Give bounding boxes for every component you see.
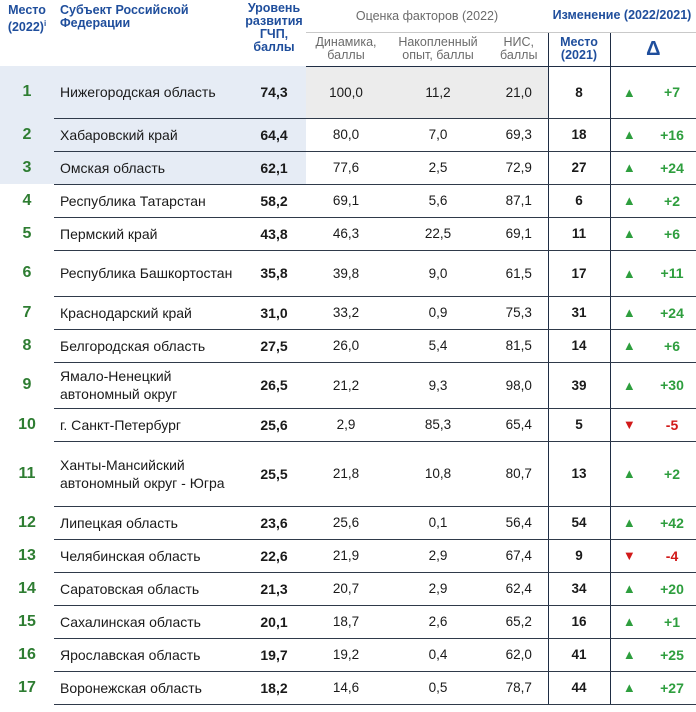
dynamics-header: Динамика, баллы bbox=[306, 32, 386, 66]
dynamics-cell: 33,2 bbox=[306, 296, 386, 329]
experience-cell: 5,6 bbox=[386, 184, 490, 217]
delta-cell: +6 bbox=[648, 217, 696, 250]
delta-cell: +16 bbox=[648, 118, 696, 151]
nis-cell: 62,0 bbox=[490, 638, 548, 671]
change-group-header: Изменение (2022/2021) bbox=[548, 0, 696, 32]
nis-cell: 65,4 bbox=[490, 408, 548, 441]
table-row bbox=[0, 638, 696, 671]
prev-rank-cell: 6 bbox=[548, 184, 610, 217]
prev-rank-cell: 16 bbox=[548, 605, 610, 638]
experience-cell: 9,0 bbox=[386, 250, 490, 296]
nis-cell: 65,2 bbox=[490, 605, 548, 638]
subject-cell: Республика Татарстан bbox=[54, 184, 242, 217]
rank-cell: 4 bbox=[22, 191, 32, 209]
dynamics-cell: 46,3 bbox=[306, 217, 386, 250]
table-row bbox=[0, 671, 696, 704]
delta-cell: +30 bbox=[648, 362, 696, 408]
experience-cell: 0,1 bbox=[386, 506, 490, 539]
table-row bbox=[0, 184, 696, 217]
dynamics-cell: 19,2 bbox=[306, 638, 386, 671]
experience-cell: 5,4 bbox=[386, 329, 490, 362]
nis-cell: 80,7 bbox=[490, 441, 548, 506]
prev-rank-cell: 18 bbox=[548, 118, 610, 151]
experience-cell: 2,5 bbox=[386, 151, 490, 184]
subject-cell: Хабаровский край bbox=[54, 118, 242, 151]
subject-header: Субъект Российской Федерации bbox=[60, 3, 189, 30]
up-arrow-icon: ▲ bbox=[610, 217, 648, 250]
up-arrow-icon: ▲ bbox=[610, 506, 648, 539]
experience-cell: 10,8 bbox=[386, 441, 490, 506]
nis-cell: 67,4 bbox=[490, 539, 548, 572]
nis-cell: 69,1 bbox=[490, 217, 548, 250]
subject-cell: г. Санкт-Петербург bbox=[54, 408, 242, 441]
prev-rank-cell: 39 bbox=[548, 362, 610, 408]
table-row bbox=[0, 572, 696, 605]
dynamics-cell: 20,7 bbox=[306, 572, 386, 605]
nis-cell: 87,1 bbox=[490, 184, 548, 217]
experience-cell: 9,3 bbox=[386, 362, 490, 408]
dynamics-cell: 21,2 bbox=[306, 362, 386, 408]
table-row bbox=[0, 329, 696, 362]
experience-cell: 2,9 bbox=[386, 539, 490, 572]
rank-cell: 7 bbox=[22, 303, 32, 321]
table-row bbox=[0, 408, 696, 441]
rank-cell: 6 bbox=[22, 264, 32, 281]
up-arrow-icon: ▲ bbox=[610, 118, 648, 151]
prev-rank-cell: 54 bbox=[548, 506, 610, 539]
rank-header-text: Место (2022) bbox=[7, 3, 46, 35]
subject-cell: Челябинская область bbox=[54, 539, 242, 572]
down-arrow-icon: ▼ bbox=[610, 408, 648, 441]
rank-cell: 5 bbox=[22, 224, 32, 242]
subject-cell: Ханты-Мансийский автономный округ - Югра bbox=[54, 441, 242, 506]
factors-group-header: Оценка факторов (2022) bbox=[306, 0, 548, 32]
experience-cell: 7,0 bbox=[386, 118, 490, 151]
up-arrow-icon: ▲ bbox=[610, 296, 648, 329]
rank-cell: 15 bbox=[18, 612, 36, 630]
experience-header: Накопленный опыт, баллы bbox=[386, 32, 490, 66]
nis-cell: 21,0 bbox=[490, 66, 548, 118]
experience-cell: 0,9 bbox=[386, 296, 490, 329]
up-arrow-icon: ▲ bbox=[610, 184, 648, 217]
dynamics-cell: 14,6 bbox=[306, 671, 386, 704]
prev-rank-cell: 31 bbox=[548, 296, 610, 329]
table-row bbox=[0, 151, 696, 184]
experience-cell: 2,9 bbox=[386, 572, 490, 605]
subject-cell: Ямало-Ненецкий автономный округ bbox=[54, 362, 242, 408]
rank-cell: 2 bbox=[0, 118, 54, 151]
prev-rank-cell: 11 bbox=[548, 217, 610, 250]
subject-cell: Краснодарский край bbox=[54, 296, 242, 329]
rank-cell: 16 bbox=[18, 645, 36, 663]
experience-cell: 0,5 bbox=[386, 671, 490, 704]
score-cell: 27,5 bbox=[242, 329, 306, 362]
delta-header: Δ bbox=[610, 32, 696, 66]
rank-cell: 3 bbox=[0, 151, 54, 184]
score-cell: 19,7 bbox=[242, 638, 306, 671]
dynamics-cell: 39,8 bbox=[306, 250, 386, 296]
up-arrow-icon: ▲ bbox=[610, 671, 648, 704]
prev-rank-cell: 8 bbox=[548, 66, 610, 118]
delta-cell: +7 bbox=[648, 66, 696, 118]
subject-cell: Сахалинская область bbox=[54, 605, 242, 638]
prev-rank-cell: 44 bbox=[548, 671, 610, 704]
score-cell: 25,6 bbox=[242, 408, 306, 441]
rank-cell: 8 bbox=[22, 336, 32, 354]
subject-cell: Воронежская область bbox=[54, 671, 242, 704]
score-cell: 18,2 bbox=[242, 671, 306, 704]
subject-cell: Липецкая область bbox=[54, 506, 242, 539]
score-cell: 21,3 bbox=[242, 572, 306, 605]
up-arrow-icon: ▲ bbox=[610, 638, 648, 671]
subject-cell: Омская область bbox=[54, 151, 242, 184]
experience-cell: 11,2 bbox=[386, 66, 490, 118]
dynamics-cell: 69,1 bbox=[306, 184, 386, 217]
delta-cell: +6 bbox=[648, 329, 696, 362]
table-row bbox=[0, 217, 696, 250]
score-cell: 26,5 bbox=[242, 362, 306, 408]
prev-rank-cell: 14 bbox=[548, 329, 610, 362]
table-row bbox=[0, 506, 696, 539]
nis-cell: 62,4 bbox=[490, 572, 548, 605]
delta-cell: +1 bbox=[648, 605, 696, 638]
dynamics-cell: 2,9 bbox=[306, 408, 386, 441]
experience-cell: 0,4 bbox=[386, 638, 490, 671]
delta-cell: +27 bbox=[648, 671, 696, 704]
ranking-body bbox=[0, 66, 696, 704]
rank-cell: 10 bbox=[18, 415, 36, 433]
delta-cell: +25 bbox=[648, 638, 696, 671]
delta-cell: +2 bbox=[648, 441, 696, 506]
delta-cell: +2 bbox=[648, 184, 696, 217]
nis-cell: 78,7 bbox=[490, 671, 548, 704]
nis-cell: 69,3 bbox=[490, 118, 548, 151]
up-arrow-icon: ▲ bbox=[610, 572, 648, 605]
prev-rank-cell: 5 bbox=[548, 408, 610, 441]
table-row bbox=[0, 250, 696, 296]
subject-cell: Саратовская область bbox=[54, 572, 242, 605]
experience-cell: 2,6 bbox=[386, 605, 490, 638]
prev-rank-cell: 27 bbox=[548, 151, 610, 184]
rank-cell: 17 bbox=[18, 678, 36, 696]
table-row bbox=[0, 441, 696, 506]
score-cell: 20,1 bbox=[242, 605, 306, 638]
table-row bbox=[0, 66, 696, 118]
dynamics-cell: 18,7 bbox=[306, 605, 386, 638]
table-row bbox=[0, 362, 696, 408]
table-row bbox=[0, 605, 696, 638]
table-row bbox=[0, 539, 696, 572]
score-cell: 62,1 bbox=[242, 151, 306, 184]
score-cell: 22,6 bbox=[242, 539, 306, 572]
score-cell: 25,5 bbox=[242, 441, 306, 506]
rank-header bbox=[0, 0, 54, 66]
up-arrow-icon: ▲ bbox=[610, 66, 648, 118]
up-arrow-icon: ▲ bbox=[610, 362, 648, 408]
nis-header: НИС, баллы bbox=[490, 32, 548, 66]
table-row bbox=[0, 118, 696, 151]
delta-cell: +42 bbox=[648, 506, 696, 539]
nis-cell: 61,5 bbox=[490, 250, 548, 296]
up-arrow-icon: ▲ bbox=[610, 151, 648, 184]
rank-cell: 13 bbox=[18, 546, 36, 564]
subject-cell: Ярославская область bbox=[54, 638, 242, 671]
score-cell: 64,4 bbox=[242, 118, 306, 151]
delta-cell: +20 bbox=[648, 572, 696, 605]
score-cell: 23,6 bbox=[242, 506, 306, 539]
down-arrow-icon: ▼ bbox=[610, 539, 648, 572]
delta-cell: +11 bbox=[648, 250, 696, 296]
dynamics-cell: 25,6 bbox=[306, 506, 386, 539]
rank-cell: 1 bbox=[0, 66, 54, 118]
score-cell: 35,8 bbox=[242, 250, 306, 296]
subject-cell: Белгородская область bbox=[54, 329, 242, 362]
score-cell: 58,2 bbox=[242, 184, 306, 217]
rank-cell: 9 bbox=[22, 376, 32, 393]
score-cell: 43,8 bbox=[242, 217, 306, 250]
subject-cell: Пермский край bbox=[54, 217, 242, 250]
subject-cell: Республика Башкортостан bbox=[54, 250, 242, 296]
dynamics-cell: 100,0 bbox=[306, 66, 386, 118]
up-arrow-icon: ▲ bbox=[610, 605, 648, 638]
experience-cell: 22,5 bbox=[386, 217, 490, 250]
prev-rank-cell: 34 bbox=[548, 572, 610, 605]
dynamics-cell: 21,8 bbox=[306, 441, 386, 506]
score-header: Уровень развития ГЧП, баллы bbox=[245, 1, 303, 54]
up-arrow-icon: ▲ bbox=[610, 329, 648, 362]
nis-cell: 75,3 bbox=[490, 296, 548, 329]
delta-cell: +24 bbox=[648, 151, 696, 184]
score-cell: 31,0 bbox=[242, 296, 306, 329]
prev-rank-cell: 9 bbox=[548, 539, 610, 572]
subject-cell: Нижегородская область bbox=[54, 66, 242, 118]
table-row bbox=[0, 296, 696, 329]
nis-cell: 72,9 bbox=[490, 151, 548, 184]
rank-cell: 14 bbox=[18, 579, 36, 597]
prev-rank-cell: 13 bbox=[548, 441, 610, 506]
dynamics-cell: 77,6 bbox=[306, 151, 386, 184]
dynamics-cell: 21,9 bbox=[306, 539, 386, 572]
experience-cell: 85,3 bbox=[386, 408, 490, 441]
rank-cell: 12 bbox=[18, 513, 36, 531]
delta-cell: +24 bbox=[648, 296, 696, 329]
prev-rank-cell: 17 bbox=[548, 250, 610, 296]
delta-cell: -4 bbox=[648, 539, 696, 572]
nis-cell: 81,5 bbox=[490, 329, 548, 362]
up-arrow-icon: ▲ bbox=[610, 441, 648, 506]
rank-header-sup: i bbox=[43, 19, 47, 28]
rank-cell: 11 bbox=[18, 464, 36, 482]
prev-rank-header: Место (2021) bbox=[548, 32, 610, 66]
delta-cell: -5 bbox=[648, 408, 696, 441]
score-cell: 74,3 bbox=[242, 66, 306, 118]
up-arrow-icon: ▲ bbox=[610, 250, 648, 296]
nis-cell: 98,0 bbox=[490, 362, 548, 408]
prev-rank-cell: 41 bbox=[548, 638, 610, 671]
nis-cell: 56,4 bbox=[490, 506, 548, 539]
dynamics-cell: 80,0 bbox=[306, 118, 386, 151]
dynamics-cell: 26,0 bbox=[306, 329, 386, 362]
